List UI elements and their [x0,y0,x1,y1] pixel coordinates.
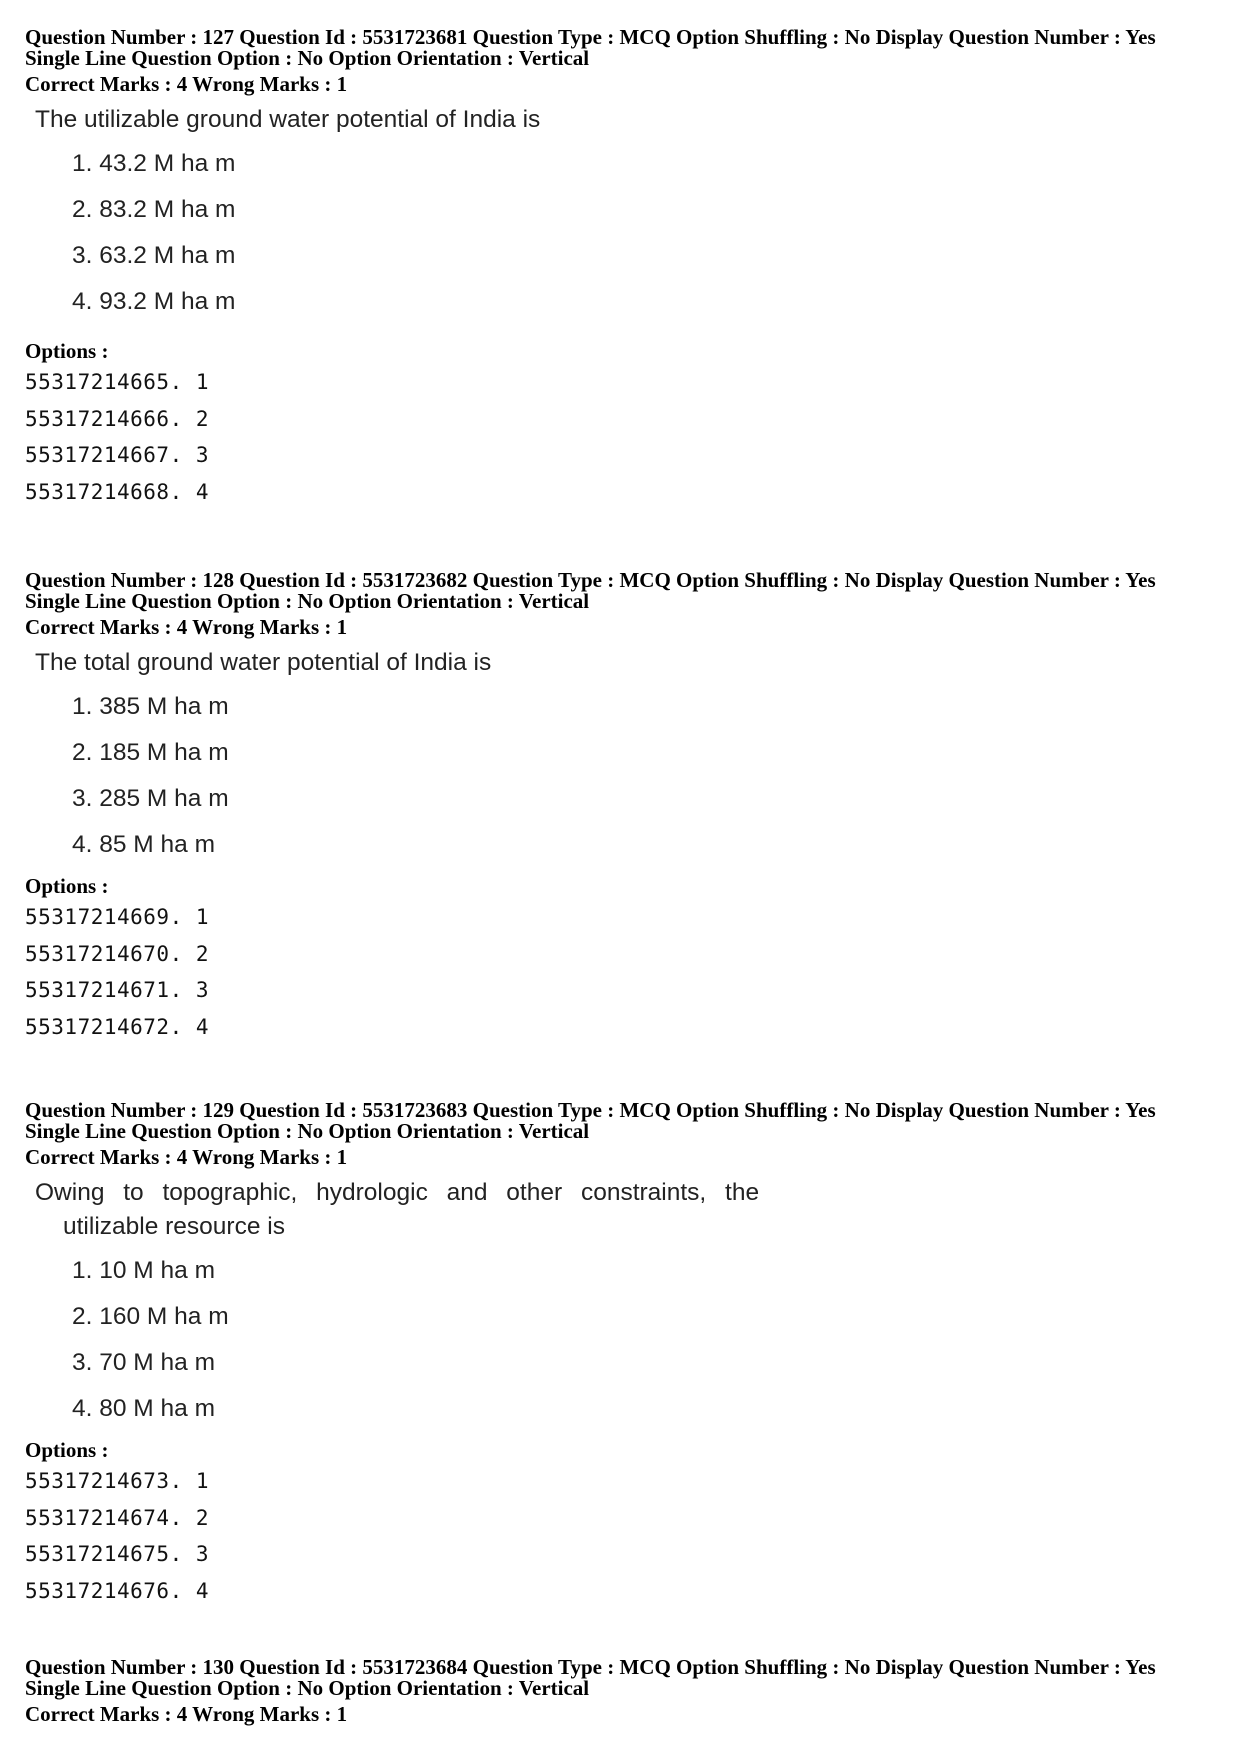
question-marks: Correct Marks : 4 Wrong Marks : 1 [25,72,348,96]
options-label: Options : [25,874,109,898]
question-marks: Correct Marks : 4 Wrong Marks : 1 [25,1145,348,1169]
answer-choice: 3. 285 M ha m [72,785,229,812]
option-id-list [25,899,1225,1045]
question-text-continued [25,1210,1225,1244]
option-id: 55317214666. 2 [25,406,210,431]
question-marks: Correct Marks : 4 Wrong Marks : 1 [25,1702,348,1726]
option-id: 55317214673. 1 [25,1469,210,1493]
question-meta-line1: Question Number : 127 Question Id : 5531723681 Question Type : MCQ Option Shuffling : No Display Question Number : Yes [25,25,1156,49]
answer-choices [25,141,1225,325]
question-marks: Correct Marks : 4 Wrong Marks : 1 [25,615,348,639]
answer-choice: 1. 10 M ha m [72,1257,215,1284]
option-id-list [25,1463,1225,1609]
question-text: Owing to topographic, hydrologic and other constraints, the [35,1179,760,1206]
option-id: 55317214668. 4 [25,479,210,504]
question-meta-line2: Single Line Question Option : No Option Orientation : Vertical [25,589,590,613]
question-meta-line2: Single Line Question Option : No Option Orientation : Vertical [25,46,590,70]
answer-choice: 4. 85 M ha m [72,831,215,858]
question-meta-line2: Single Line Question Option : No Option Orientation : Vertical [25,1676,590,1700]
answer-choice: 2. 185 M ha m [72,739,229,766]
question-meta-line1: Question Number : 128 Question Id : 5531723682 Question Type : MCQ Option Shuffling : No Display Question Number : Yes [25,568,1156,592]
option-id: 55317214667. 3 [25,443,210,467]
option-id: 55317214674. 2 [25,1505,210,1530]
answer-choice: 4. 80 M ha m [72,1395,215,1422]
question-text-line2: utilizable resource is [63,1213,285,1240]
question-text: The total ground water potential of India is [35,649,492,676]
answer-choice: 4. 93.2 M ha m [72,288,236,315]
answer-choice: 2. 160 M ha m [72,1303,229,1330]
option-id-list [25,364,1225,510]
answer-choice: 3. 70 M ha m [72,1349,215,1376]
option-id: 55317214675. 3 [25,1542,210,1566]
answer-choices [25,684,1225,868]
option-id: 55317214671. 3 [25,978,210,1002]
answer-choices [25,1248,1225,1432]
question-block-129 [25,1100,1225,1609]
question-meta-line1: Question Number : 129 Question Id : 5531723683 Question Type : MCQ Option Shuffling : No Display Question Number : Yes [25,1098,1156,1122]
question-meta-line1: Question Number : 130 Question Id : 5531723684 Question Type : MCQ Option Shuffling : No Display Question Number : Yes [25,1655,1156,1679]
option-id: 55317214672. 4 [25,1014,210,1039]
option-id: 55317214676. 4 [25,1578,210,1603]
answer-choice: 1. 43.2 M ha m [72,150,236,177]
option-id: 55317214669. 1 [25,905,210,929]
question-block-130 [25,1657,1225,1725]
question-meta-line2: Single Line Question Option : No Option Orientation : Vertical [25,1119,590,1143]
option-id: 55317214665. 1 [25,370,210,394]
options-label: Options : [25,1438,109,1462]
options-label: Options : [25,339,109,363]
question-block-128 [25,570,1225,1045]
question-text: The utilizable ground water potential of India is [35,106,541,133]
answer-choice: 1. 385 M ha m [72,693,229,720]
answer-choice: 3. 63.2 M ha m [72,242,236,269]
option-id: 55317214670. 2 [25,941,210,966]
question-block-127 [25,27,1225,510]
answer-choice: 2. 83.2 M ha m [72,196,236,223]
